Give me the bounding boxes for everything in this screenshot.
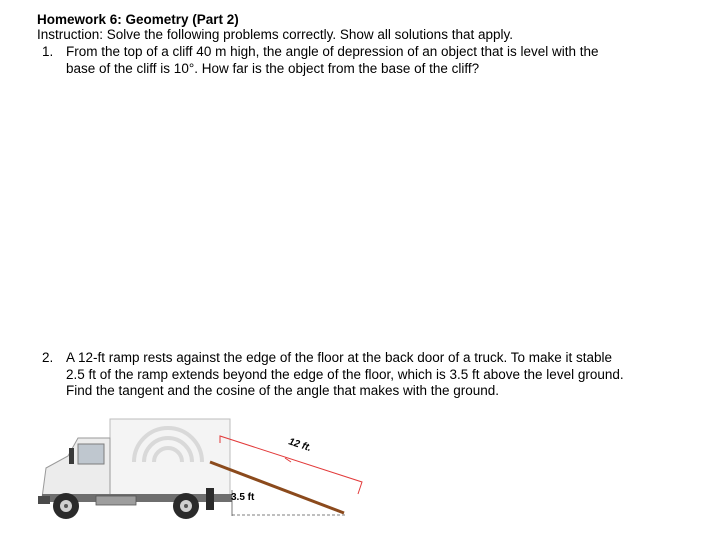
problem-1-number: 1. <box>42 44 54 59</box>
page-title: Homework 6: Geometry (Part 2) <box>37 12 239 27</box>
cargo-box <box>110 419 230 499</box>
problem-2-line-3: Find the tangent and the cosine of the angle that makes with the ground. <box>66 383 500 398</box>
bumper <box>38 496 50 504</box>
truck-ramp-svg <box>36 418 366 526</box>
problem-2-line-2: 2.5 ft of the ramp extends beyond the edge of the floor, which is 3.5 ft above the level ground. <box>66 366 624 382</box>
fuel-tank <box>96 496 136 505</box>
mud-flap <box>206 488 214 510</box>
truck-illustration <box>38 419 232 519</box>
instruction-text: Instruction: Solve the following problems correctly. Show all solutions that apply. <box>37 27 513 42</box>
cab-window <box>78 444 104 464</box>
problem-2-line-1: A 12-ft ramp rests against the edge of the floor at the back door of a truck. To make it stable <box>66 350 613 365</box>
problem-1-line-2: base of the cliff is 10°. How far is the object from the base of the cliff? <box>66 60 480 76</box>
side-mirror <box>69 448 74 464</box>
truck-ramp-figure <box>36 418 366 526</box>
problem-2-number: 2. <box>42 350 54 365</box>
problem-1-line-1: From the top of a cliff 40 m high, the angle of depression of an object that is level with the <box>66 44 599 59</box>
problem-1-text <box>66 44 676 77</box>
height-label: 3.5 ft <box>231 492 255 503</box>
ramp-length-label: 12 ft. <box>287 436 313 455</box>
problem-2-text <box>66 350 676 400</box>
rear-wheel <box>173 493 199 519</box>
front-wheel <box>53 493 79 519</box>
